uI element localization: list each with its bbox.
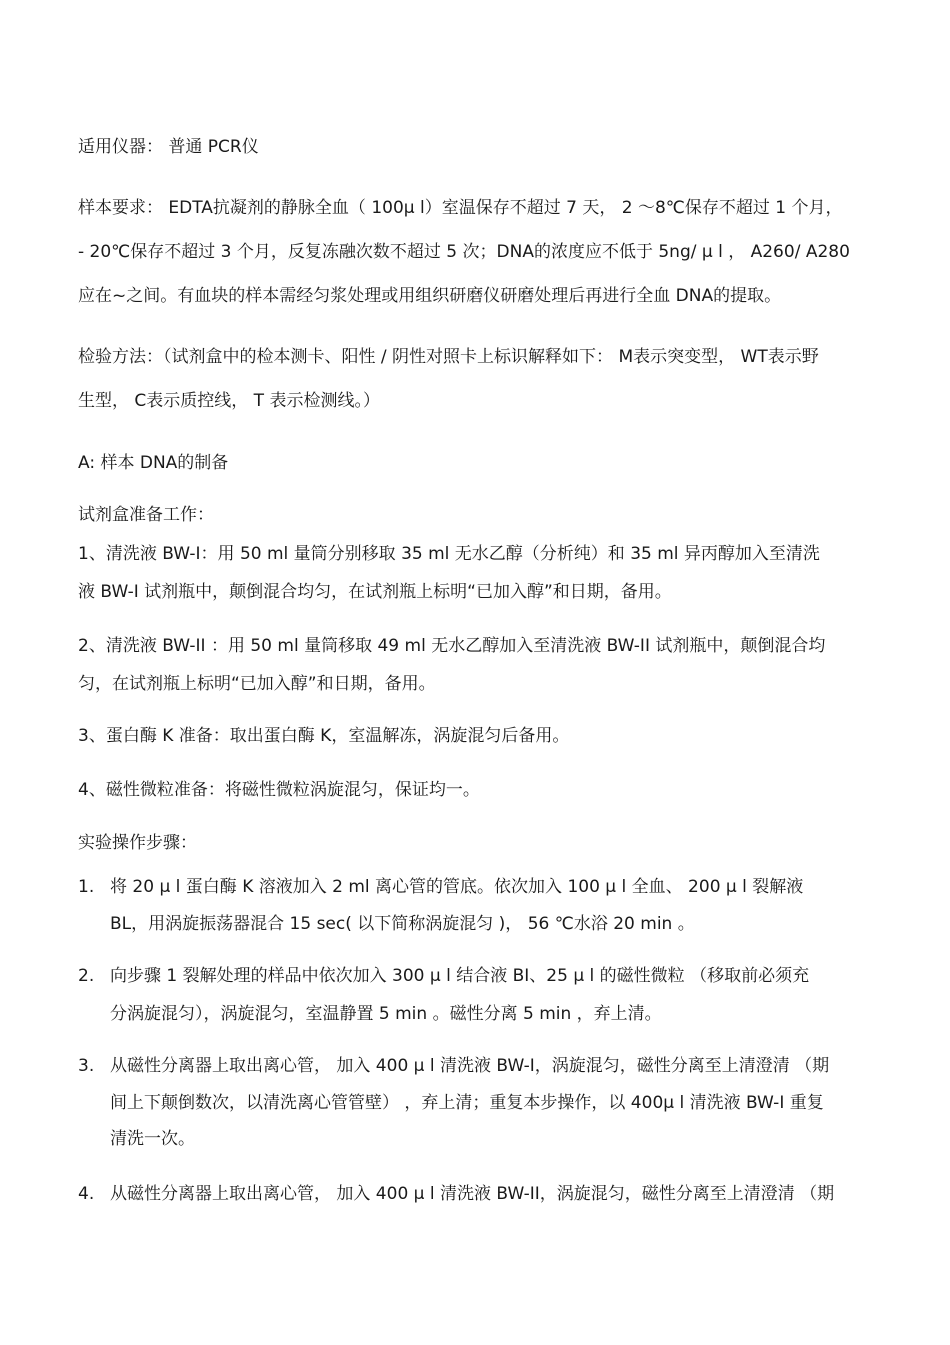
prep-4-line: 4、磁性微粒准备：将磁性微粒涡旋混匀，保证均一。 bbox=[78, 780, 480, 800]
method-line-2: 生型， C表示质控线， T 表示检测线。） bbox=[78, 391, 380, 411]
kit-prep-heading: 试剂盒准备工作： bbox=[78, 505, 214, 525]
step-line: 将 20 μ l 蛋白酶 K 溶液加入 2 ml 离心管的管底。依次加入 100 μ l 全血、 200 μ l 裂解液 bbox=[110, 877, 804, 897]
sample-requirement-line-3: 应在~之间。有血块的样本需经匀浆处理或用组织研磨仪研磨处理后再进行全血 DNA的提取。 bbox=[78, 286, 782, 306]
step-number: 1. bbox=[78, 877, 95, 897]
step-number: 2. bbox=[78, 966, 95, 986]
prep-2-line-2: 匀，在试剂瓶上标明“已加入醇”和日期，备用。 bbox=[78, 674, 436, 694]
step-line: 间上下颠倒数次，以清洗离心管管壁） ，弃上清；重复本步操作，以 400μ l 清洗液 BW-I 重复 bbox=[110, 1093, 824, 1113]
prep-1-line-1: 1、清洗液 BW-I：用 50 ml 量筒分别移取 35 ml 无水乙醇（分析纯）和 35 ml 异丙醇加入至清洗 bbox=[78, 544, 820, 564]
prep-2-line-1: 2、清洗液 BW-II ：用 50 ml 量筒移取 49 ml 无水乙醇加入至清洗液 BW-II 试剂瓶中，颠倒混合均 bbox=[78, 636, 826, 656]
instrument-line: 适用仪器： 普通 PCR仪 bbox=[78, 137, 259, 157]
step-line: BL，用涡旋振荡器混合 15 sec( 以下简称涡旋混匀 )， 56 ℃水浴 20 min 。 bbox=[110, 914, 695, 934]
sample-requirement-line-1: 样本要求： EDTA抗凝剂的静脉全血（ 100μ l）室温保存不超过 7 天， 2 ～8℃保存不超过 1 个月， bbox=[78, 198, 843, 218]
section-a-heading: A: 样本 DNA的制备 bbox=[78, 453, 229, 473]
sample-requirement-line-2: - 20℃保存不超过 3 个月，反复冻融次数不超过 5 次；DNA的浓度应不低于 5ng/ μ l ， A260/ A280 bbox=[78, 242, 850, 262]
method-line-1: 检验方法：（试剂盒中的检本测卡、阳性 / 阴性对照卡上标识解释如下： M表示突变型， WT表示野 bbox=[78, 347, 819, 367]
step-number: 4. bbox=[78, 1184, 95, 1204]
step-line: 分涡旋混匀），涡旋混匀，室温静置 5 min 。磁性分离 5 min ，弃上清。 bbox=[110, 1004, 662, 1024]
step-line: 清洗一次。 bbox=[110, 1129, 195, 1149]
step-number: 3. bbox=[78, 1056, 95, 1076]
prep-1-line-2: 液 BW-I 试剂瓶中，颠倒混合均匀，在试剂瓶上标明“已加入醇”和日期，备用。 bbox=[78, 582, 672, 602]
step-line: 向步骤 1 裂解处理的样品中依次加入 300 μ l 结合液 BI、25 μ l 的磁性微粒 （移取前必须充 bbox=[110, 966, 810, 986]
step-line: 从磁性分离器上取出离心管， 加入 400 μ l 清洗液 BW-I，涡旋混匀，磁性分离至上清澄清 （期 bbox=[110, 1056, 830, 1076]
step-line: 从磁性分离器上取出离心管， 加入 400 μ l 清洗液 BW-II，涡旋混匀，磁性分离至上清澄清 （期 bbox=[110, 1184, 835, 1204]
prep-3-line: 3、蛋白酶 K 准备：取出蛋白酶 K，室温解冻，涡旋混匀后备用。 bbox=[78, 726, 570, 746]
steps-heading: 实验操作步骤： bbox=[78, 833, 197, 853]
